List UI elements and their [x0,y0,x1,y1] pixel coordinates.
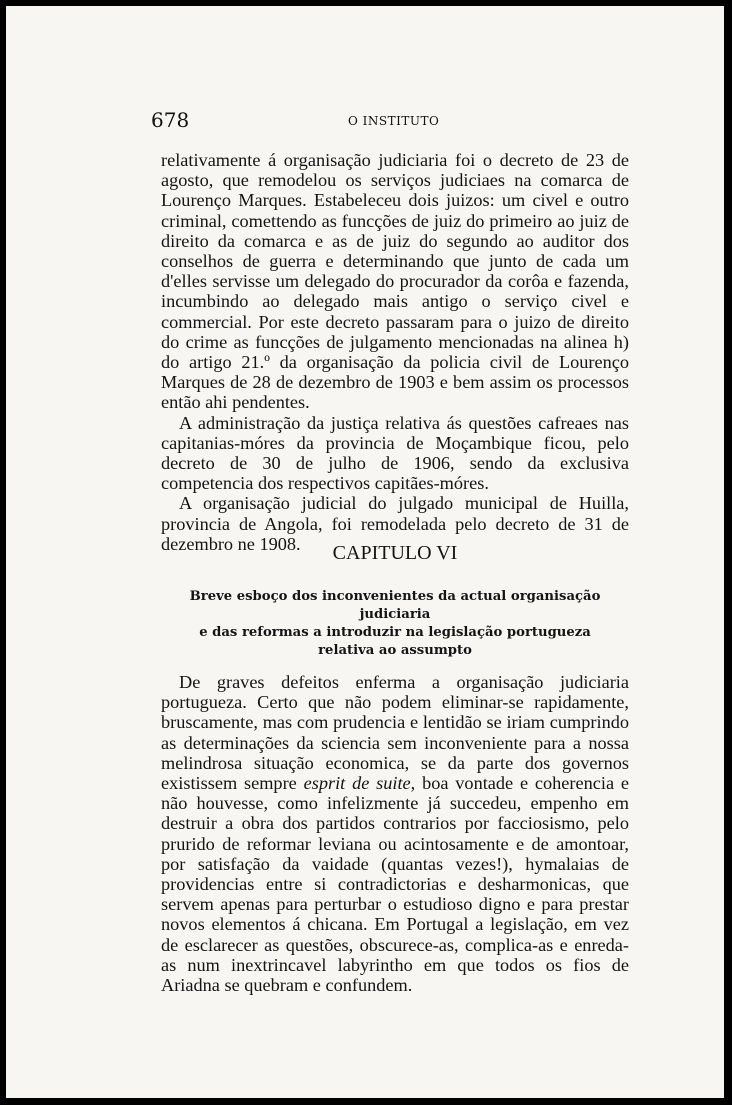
paragraph-text-end: boa vontade e coherencia e não houvesse, como infelizmente já succedeu, empenho em destruir a obra dos partidos contrarios por facciosismo, pelo prurido de reformar leviana ou acintosamente e de amontoar, por satisfação da vaidade (quantas vezes!), hymalaias de providencias entre si contradictorias e desharmonicas, que servem apenas para perturbar o estudioso digno e para prestar novos elementos á chicana. Em Portugal a legislação, em vez de esclarecer as questões, obscurece-as, complica-as e enreda-as num inextrincavel labyrintho em que todos os fios de Ariadna se quebram e confundem. [161,773,630,996]
chapter-title: CAPITULO VI [332,542,458,564]
chapter-subtitle-line-1: Breve esboço dos inconvenientes da actual organisação judiciaria [189,589,601,622]
running-head: O INSTITUTO [348,114,440,128]
chapter-subtitle-line-2: e das reformas a introduzir na legislação portugueza [199,625,591,640]
paragraph-graves-defeitos [161,672,629,995]
paragraph-julgado-huilla: A organisação judicial do julgado municipal de Huilla, provincia de Angola, foi remodelada pelo decreto de 31 de dezembro ne 1908. [161,493,629,554]
chapter-subtitle-line-3: relativa ao assumpto [318,643,472,658]
page-number: 678 [151,108,190,132]
paragraph-text-start: De graves defeitos enferma a organisação judiciaria portugueza. Certo que não podem eliminar-se rapidamente, bruscamente, mas com prudencia e lentidão se iriam cumprindo as determinações da sciencia sem inconveniente para a nossa melindrosa situação economica, se da parte dos governos existissem sempre [161,672,629,794]
body-text-section-2 [161,672,629,995]
paragraph-italic-phrase: esprit de suite, [303,773,416,794]
page-header [151,108,631,138]
paragraph-questoes-cafreaes: A administração da justiça relativa ás questões cafreaes nas capitanias-móres da provincia de Moçambique ficou, pelo decreto de 30 de julho de 1906, sendo da exclusiva competencia dos respectivos capitães-móres. [161,412,629,494]
chapter-subtitle [156,588,634,660]
book-page [6,6,724,1098]
body-text-section-1 [161,150,629,554]
paragraph-decreto-23-agosto: relativamente á organisação judiciaria foi o decreto de 23 de agosto, que remodelou os serviços judiciaes na comarca de Lourenço Marques. Estabeleceu dois juizos: um civel e outro criminal, comettendo as funcções de juiz do primeiro ao juiz de direito da comarca e as de juiz do segundo ao auditor dos conselhos de guerra e determinando que junto de cada um d'elles servisse um delegado do procurador da corôa e fazenda, incumbindo ao delegado mais antigo o serviço civel e commercial. Por este decreto passaram para o juizo de direito do crime as funcções de julgamento mencionadas na alinea h) do artigo 21.º da organisação da policia civil de Lourenço Marques de 28 de dezembro de 1903 e bem assim os processos então ahi pendentes. [161,150,629,413]
